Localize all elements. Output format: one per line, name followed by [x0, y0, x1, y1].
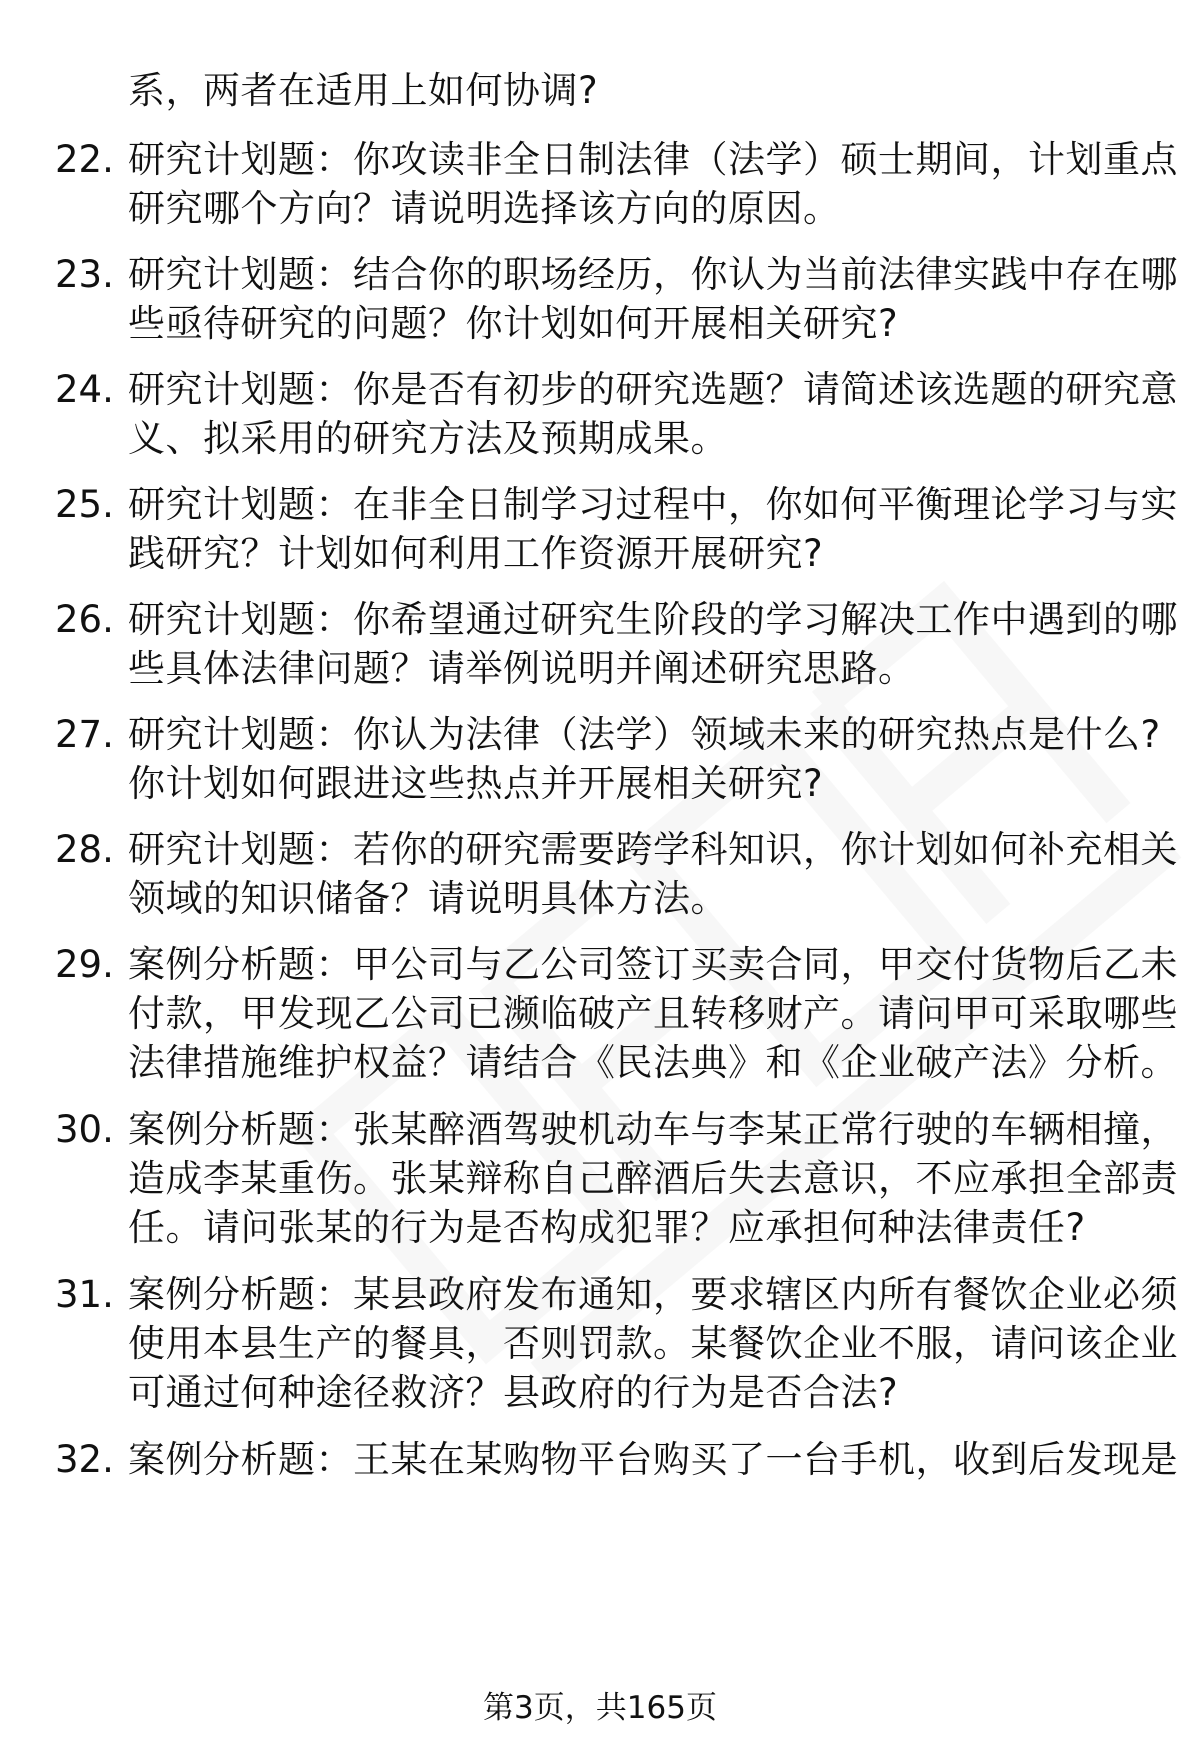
text-line: 系，两者在适用上如何协调? [128, 69, 599, 112]
item-number: 32. [55, 1438, 114, 1481]
text-line: 研究计划题：你认为法律（法学）领域未来的研究热点是什么? [128, 713, 1161, 756]
text-line: 法律措施维护权益？请结合《民法典》和《企业破产法》分析。 [128, 1041, 1178, 1084]
text-line: 研究计划题：结合你的职场经历，你认为当前法律实践中存在哪 [128, 253, 1178, 296]
text-line: 任。请问张某的行为是否构成犯罪？应承担何种法律责任? [128, 1206, 1086, 1249]
text-line: 研究哪个方向？请说明选择该方向的原因。 [128, 187, 841, 230]
item-number: 23. [55, 253, 114, 296]
text-line: 研究计划题：你希望通过研究生阶段的学习解决工作中遇到的哪 [128, 598, 1178, 641]
item-number: 25. [55, 483, 114, 526]
item-number: 29. [55, 943, 114, 986]
item-number: 31. [55, 1273, 114, 1316]
text-line: 领域的知识储备？请说明具体方法。 [128, 877, 728, 920]
item-number: 30. [55, 1108, 114, 1151]
text-line: 你计划如何跟进这些热点并开展相关研究? [128, 762, 824, 805]
text-line: 些具体法律问题？请举例说明并阐述研究思路。 [128, 647, 916, 690]
text-line: 付款，甲发现乙公司已濒临破产且转移财产。请问甲可采取哪些 [128, 992, 1178, 1035]
text-line: 些亟待研究的问题？你计划如何开展相关研究? [128, 302, 899, 345]
text-line: 义、拟采用的研究方法及预期成果。 [128, 417, 728, 460]
text-line: 案例分析题：王某在某购物平台购买了一台手机，收到后发现是 [128, 1438, 1178, 1481]
item-number: 24. [55, 368, 114, 411]
text-line: 案例分析题：某县政府发布通知，要求辖区内所有餐饮企业必须 [128, 1273, 1178, 1316]
text-line: 使用本县生产的餐具，否则罚款。某餐饮企业不服，请问该企业 [128, 1322, 1178, 1365]
item-number: 26. [55, 598, 114, 641]
text-line: 研究计划题：在非全日制学习过程中，你如何平衡理论学习与实 [128, 483, 1178, 526]
text-line: 研究计划题：你攻读非全日制法律（法学）硕士期间，计划重点 [128, 138, 1178, 181]
text-line: 可通过何种途径救济？县政府的行为是否合法? [128, 1371, 899, 1414]
item-number: 22. [55, 138, 114, 181]
text-line: 研究计划题：若你的研究需要跨学科知识，你计划如何补充相关 [128, 828, 1178, 871]
text-line: 研究计划题：你是否有初步的研究选题？请简述该选题的研究意 [128, 368, 1178, 411]
continuation-text [128, 66, 1148, 115]
item-number: 27. [55, 713, 114, 756]
text-line: 践研究？计划如何利用工作资源开展研究? [128, 532, 824, 575]
text-line: 案例分析题：张某醉酒驾驶机动车与李某正常行驶的车辆相撞， [128, 1108, 1178, 1151]
item-number: 28. [55, 828, 114, 871]
page-footer: 第3页，共165页 [483, 1690, 717, 1726]
text-line: 案例分析题：甲公司与乙公司签订买卖合同，甲交付货物后乙未 [128, 943, 1178, 986]
text-line: 造成李某重伤。张某辩称自己醉酒后失去意识，不应承担全部责 [128, 1157, 1178, 1200]
